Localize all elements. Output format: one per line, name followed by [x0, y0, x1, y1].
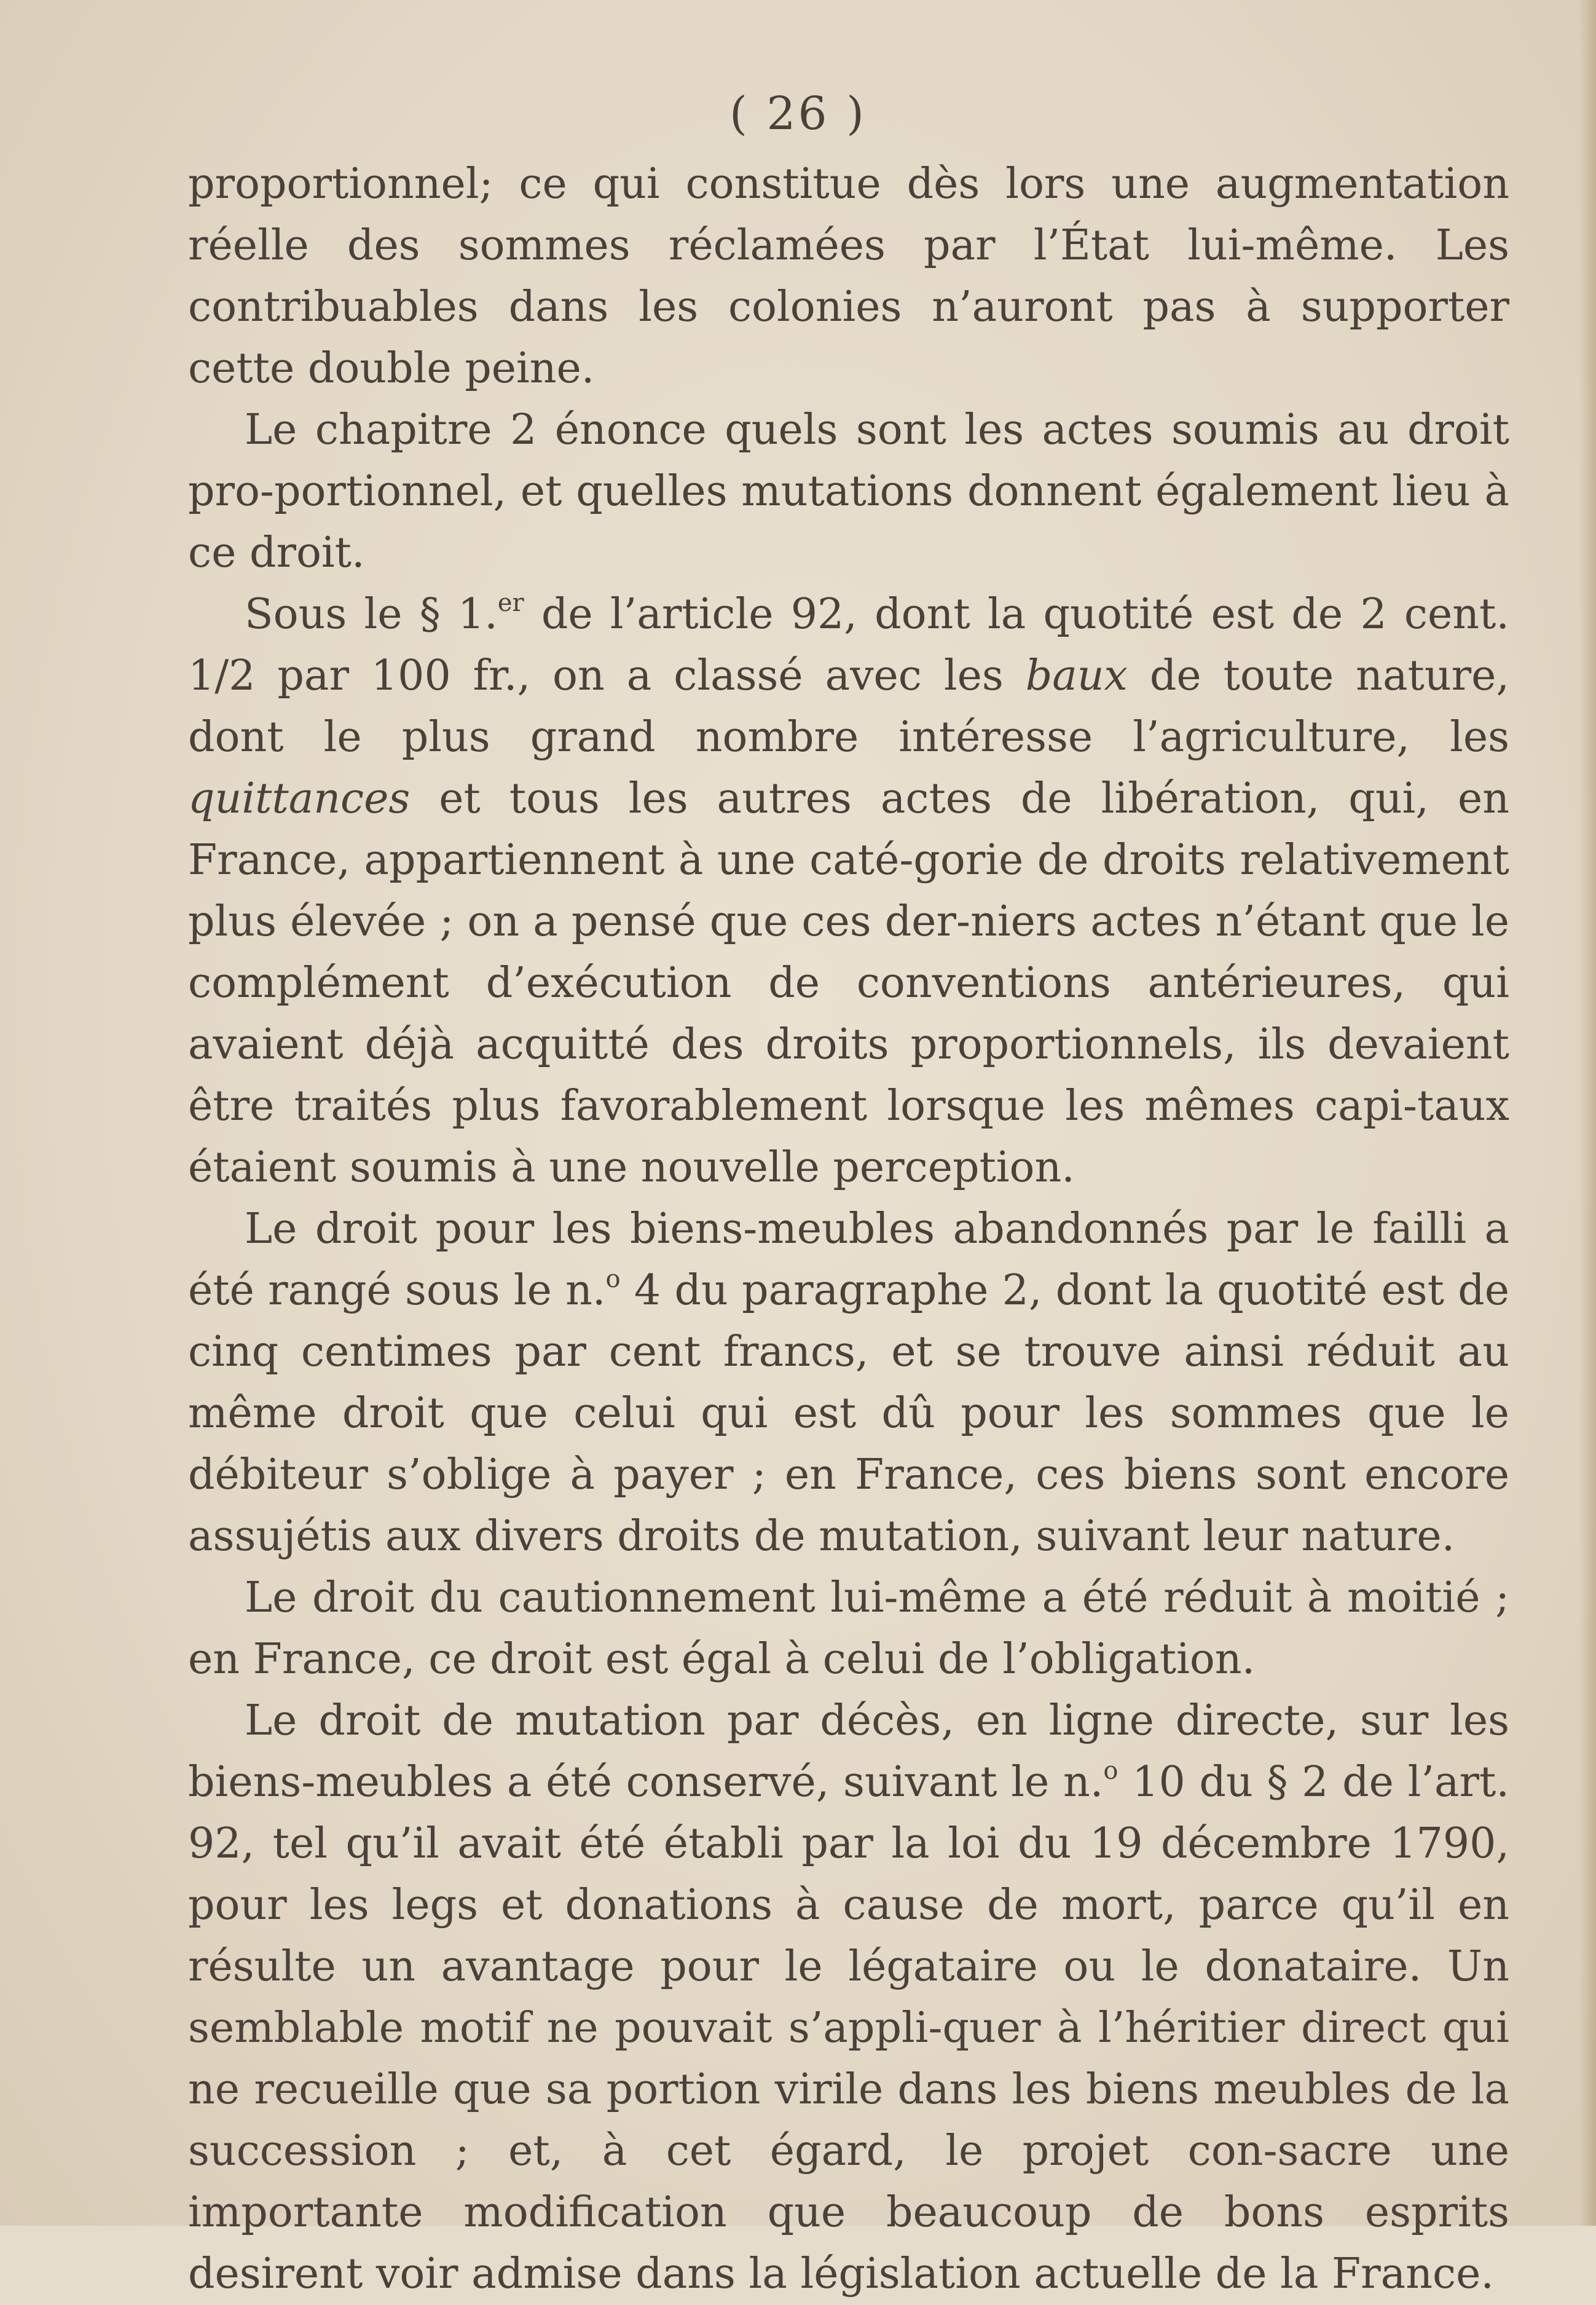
paragraph-3-part-3: de toute nature, dont le plus grand nombre intéresse l’agriculture, les: [188, 652, 1509, 762]
body-text: [188, 154, 1509, 2305]
paragraph-4: [188, 1199, 1509, 1567]
paragraph-5: Le droit du cautionnement lui-même a été réduit à moitié ; en France, ce droit est égal à celui de l’obligation.: [188, 1574, 1509, 1684]
paragraph-2: Le chapitre 2 énonce quels sont les actes soumis au droit pro-portionnel, et quelles mutations donnent également lieu à ce droit.: [188, 406, 1509, 577]
paragraph-4-part-2: 4 du paragraphe 2, dont la quotité est de cinq centimes par cent francs, et se trouve ainsi réduit au même droit que celui qui est dû pour les sommes que le débiteur s’oblige à payer ; en France, ces biens sont encore assujétis aux divers droits de mutation, suivant leur nature.: [188, 1266, 1510, 1561]
paragraph-6: [188, 1690, 1509, 2305]
italic-baux: baux: [1025, 652, 1128, 700]
page-number: ( 26 ): [729, 87, 867, 140]
paragraph-6-part-1: Le droit de mutation par décès, en ligne directe, sur les biens-meubles a été conservé, suivant le n.: [188, 1696, 1509, 1807]
superscript-er: er: [497, 589, 524, 617]
superscript-o: o: [605, 1265, 621, 1293]
paragraph-3-part-2: de l’article 92, dont la quotité est de 2 cent. 1/2 par 100 fr., on a classé avec les: [188, 590, 1509, 700]
superscript-o: o: [1103, 1757, 1118, 1785]
paragraph-6-part-2: 10 du § 2 de l’art. 92, tel qu’il avait été établi par la loi du 19 décembre 1790, pour les legs et donations à cause de mort, parce qu’il en résulte un avantage pour le légataire ou le donataire. Un semblable motif ne pouvait s’appli-quer à l’héritier direct qui ne recueille que sa portion virile dans les biens meubles de la succession ; et, à cet égard, le projet con-sacre une importante modification que beaucoup de bons esprits desirent voir admise dans la législation actuelle de la France.: [188, 1758, 1509, 2298]
italic-quittances: quittances: [188, 774, 411, 823]
paragraph-3-part-4: et tous les autres actes de libération, qui, en France, appartiennent à une caté-gorie de droits relativement plus élevée ; on a pensé que ces der-niers actes n’étant que le complément d’exécution de conventions antérieures, qui avaient déjà acquitté des droits proportionnels, ils devaient être traités plus favorablement lorsque les mêmes capi-taux étaient soumis à une nouvelle perception.: [188, 774, 1509, 1192]
page-edge-shadow: [1579, 0, 1596, 2226]
paragraph-1: proportionnel; ce qui constitue dès lors une augmentation réelle des sommes réclamées par l’État lui-même. Les contribuables dans les colonies n’auront pas à supporter cette double peine.: [188, 160, 1509, 393]
paragraph-4-part-1: Le droit pour les biens-meubles abandonnés par le failli a été rangé sous le n.: [188, 1205, 1509, 1315]
paragraph-3: [188, 584, 1509, 1199]
paragraph-3-part-1: Sous le § 1.: [245, 590, 498, 639]
